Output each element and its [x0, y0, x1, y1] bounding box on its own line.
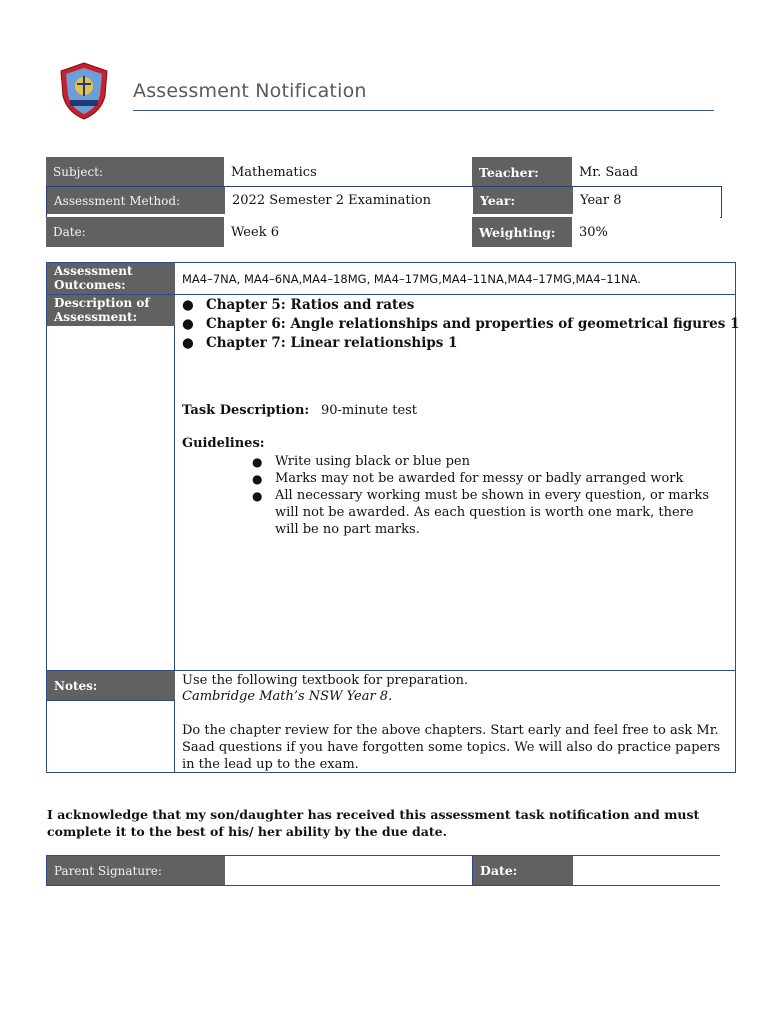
title-underline [133, 110, 714, 111]
task-description-value: 90-minute test [321, 403, 418, 418]
signature-date-label: Date: [473, 856, 573, 885]
outcomes-label [47, 263, 175, 294]
signature-row [46, 855, 720, 886]
guideline-item: Marks may not be awarded for messy or badly arranged work [275, 471, 684, 486]
info-row-method [46, 186, 722, 218]
chapter-item [182, 335, 458, 351]
notes-textbook: Cambridge Math’s NSW Year 8. [182, 689, 393, 704]
date-value: Week 6 [224, 217, 472, 247]
bullet-icon: ● [182, 316, 194, 332]
guideline-item: Write using black or blue pen [275, 454, 470, 469]
subject-label: Subject: [46, 157, 224, 187]
outcomes-label-line: Assessment [54, 264, 133, 278]
outcomes-value: MA4–7NA, MA4–6NA,MA4–18MG, MA4–17MG,MA4–11NA,MA4–17MG,MA4–11NA. [182, 272, 641, 286]
teacher-label: Teacher: [472, 157, 572, 187]
chapter-text: Chapter 5: Ratios and rates [206, 297, 415, 313]
year-value: Year 8 [573, 187, 721, 214]
guidelines-label: Guidelines: [182, 436, 265, 451]
parent-signature-label: Parent Signature: [47, 856, 225, 885]
method-value: 2022 Semester 2 Examination [225, 187, 473, 214]
year-label: Year: [473, 187, 573, 214]
row-divider [47, 700, 174, 701]
notes-label: Notes: [47, 671, 175, 700]
weighting-label: Weighting: [472, 217, 572, 247]
bullet-icon: ● [182, 335, 194, 351]
chapter-item [182, 316, 740, 332]
description-label-line: Description of [54, 296, 150, 310]
school-crest-logo [57, 62, 111, 120]
bullet-icon: ● [252, 489, 263, 503]
page-title: Assessment Notification [133, 80, 367, 102]
date-label: Date: [46, 217, 224, 247]
description-label-line: Assessment: [54, 310, 137, 324]
guideline-item: All necessary working must be shown in every question, or marks will not be awarded. As each question is worth one mark, there will be no part marks. [275, 488, 710, 537]
outcomes-label-line: Outcomes: [54, 278, 126, 292]
description-label [47, 295, 175, 326]
teacher-value: Mr. Saad [572, 157, 720, 187]
weighting-value: 30% [572, 217, 720, 247]
chapter-text: Chapter 7: Linear relationships 1 [206, 335, 458, 351]
notes-paragraph: Do the chapter review for the above chapters. Start early and feel free to ask Mr. Saad questions if you have forgotten some topics. We will also do practice papers in the lead up to the exam. [182, 723, 721, 772]
bullet-icon: ● [182, 297, 194, 313]
signature-date-field[interactable] [573, 856, 721, 885]
bullet-icon: ● [252, 455, 263, 469]
task-description-label: Task Description: [182, 403, 310, 418]
info-row-subject [46, 157, 720, 187]
bullet-icon: ● [252, 472, 263, 486]
info-row-date [46, 217, 720, 247]
chapter-item [182, 297, 415, 313]
parent-signature-field[interactable] [225, 856, 473, 885]
method-label: Assessment Method: [47, 187, 225, 214]
notes-line: Use the following textbook for preparation. [182, 673, 469, 688]
chapter-text: Chapter 6: Angle relationships and properties of geometrical figures 1 [206, 316, 740, 332]
subject-value: Mathematics [224, 157, 472, 187]
acknowledgement-text: I acknowledge that my son/daughter has received this assessment task notification and must complete it to the best of his/ her ability by the due date. [47, 807, 700, 839]
assessment-details-table [46, 262, 740, 773]
